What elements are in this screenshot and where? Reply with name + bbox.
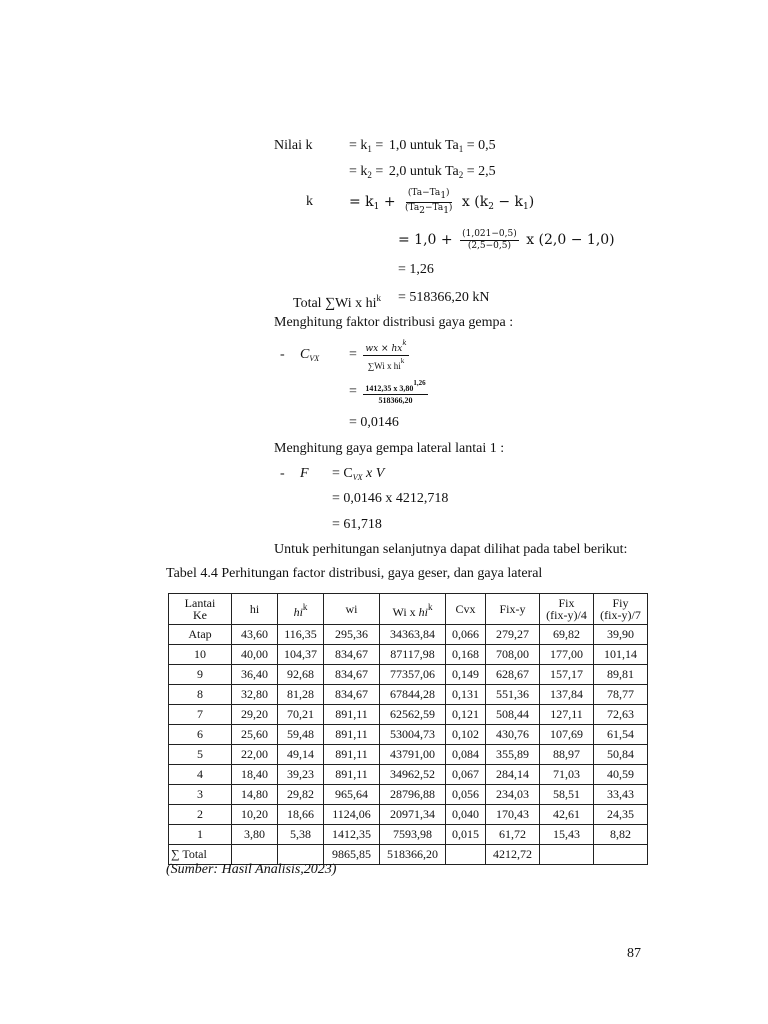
cvx-formula: = $\frac{wx \times hx^k}{\sum Wi x hi^k}$ [349, 339, 407, 371]
k-fraction: $\frac{(Ta-Ta1)}{(Ta2-Ta1)}$ [405, 187, 453, 216]
table-cell: 50,84 [594, 745, 648, 765]
table-cell: 3,80 [232, 825, 278, 845]
table-cell: 1412,35 [324, 825, 380, 845]
table-cell: 20971,34 [380, 805, 446, 825]
f-result: = 61,718 [332, 517, 382, 532]
table-title: Tabel 4.4 Perhitungan factor distribusi, gaya geser, dan gaya lateral [166, 566, 543, 581]
cvx-substitution: = $\frac{1412,35 x 3,801,26}{518366,20}$ [349, 378, 426, 405]
table-cell: 9 [169, 665, 232, 685]
col-fiy: Fiy (fix-y)/7 [594, 594, 648, 625]
table-cell: 1124,06 [324, 805, 380, 825]
table-cell: 891,11 [324, 745, 380, 765]
table-cell: 10,20 [232, 805, 278, 825]
table-cell: 1 [169, 825, 232, 845]
table-cell: 8 [169, 685, 232, 705]
table-cell: 62562,59 [380, 705, 446, 725]
table-cell: 39,90 [594, 625, 648, 645]
lateral-heading: Menghitung gaya gempa lateral lantai 1 : [274, 441, 505, 456]
table-total-cell [540, 845, 594, 865]
table-cell: 43,60 [232, 625, 278, 645]
table-cell: 87117,98 [380, 645, 446, 665]
dash-1: - [280, 347, 285, 362]
table-row [169, 765, 648, 785]
table-cell: 104,37 [278, 645, 324, 665]
table-cell: 177,00 [540, 645, 594, 665]
table-total-cell [446, 845, 486, 865]
table-cell: 28796,88 [380, 785, 446, 805]
table-cell: 628,67 [486, 665, 540, 685]
table-cell: 965,64 [324, 785, 380, 805]
f-equation: = $C_{VX}$ x V [332, 466, 385, 482]
table-cell: 89,81 [594, 665, 648, 685]
col-lantai: Lantai Ke [169, 594, 232, 625]
table-total-cell: 518366,20 [380, 845, 446, 865]
table-cell: 29,82 [278, 785, 324, 805]
table-cell: 0,149 [446, 665, 486, 685]
table-cell: 4 [169, 765, 232, 785]
table-cell: 59,48 [278, 725, 324, 745]
k2-equation: = $k_2 = 2,0$ untuk $Ta_2 = 2,5$ [349, 164, 496, 180]
table-cell: 2 [169, 805, 232, 825]
table-cell: 5 [169, 745, 232, 765]
total-value: = 518366,20 kN [398, 290, 490, 305]
table-cell: 58,51 [540, 785, 594, 805]
table-cell: 22,00 [232, 745, 278, 765]
table-cell: 18,66 [278, 805, 324, 825]
table-cell: 53004,73 [380, 725, 446, 745]
next-text: Untuk perhitungan selanjutnya dapat dilihat pada tabel berikut: [274, 542, 628, 557]
table-cell: 0,084 [446, 745, 486, 765]
cvx-result: = 0,0146 [349, 415, 399, 430]
table-cell: 14,80 [232, 785, 278, 805]
table-cell: 170,43 [486, 805, 540, 825]
table-cell: 34363,84 [380, 625, 446, 645]
table-cell: 49,14 [278, 745, 324, 765]
f-label: F [300, 466, 309, 481]
table-row [169, 625, 648, 645]
table-cell: 284,14 [486, 765, 540, 785]
table-row [169, 685, 648, 705]
table-cell: 0,102 [446, 725, 486, 745]
table-cell: 101,14 [594, 645, 648, 665]
table-cell: 24,35 [594, 805, 648, 825]
total-label: Total ∑Wi x $hi^k$ [293, 293, 381, 311]
col-fix: Fix (fix-y)/4 [540, 594, 594, 625]
table-cell: 234,03 [486, 785, 540, 805]
table-cell: 40,59 [594, 765, 648, 785]
table-cell: 88,97 [540, 745, 594, 765]
table-cell: 69,82 [540, 625, 594, 645]
table-cell: 61,54 [594, 725, 648, 745]
page-number: 87 [627, 946, 641, 961]
table-cell: 0,121 [446, 705, 486, 725]
table-cell: 834,67 [324, 645, 380, 665]
cvx-label: $C_{VX}$ [300, 347, 320, 363]
table-cell: 25,60 [232, 725, 278, 745]
table-cell: 834,67 [324, 685, 380, 705]
table-cell: 92,68 [278, 665, 324, 685]
k1-equation: = $k_1 = 1,0$ untuk $Ta_1 = 0,5$ [349, 138, 496, 154]
table-cell: 33,43 [594, 785, 648, 805]
table-header-row [169, 594, 648, 625]
table-row [169, 725, 648, 745]
distribution-table [168, 593, 648, 865]
table-cell: 355,89 [486, 745, 540, 765]
table-cell: 3 [169, 785, 232, 805]
table-cell: 78,77 [594, 685, 648, 705]
k-result: = 1,26 [398, 262, 434, 277]
table-cell: 81,28 [278, 685, 324, 705]
table-cell: 6 [169, 725, 232, 745]
table-cell: 7593,98 [380, 825, 446, 845]
table-cell: 0,066 [446, 625, 486, 645]
table-total-cell: 4212,72 [486, 845, 540, 865]
col-wi: wi [324, 594, 380, 625]
table-total-cell [594, 845, 648, 865]
col-wihik: Wi x $hi^k$ [380, 594, 446, 625]
table-cell: 891,11 [324, 725, 380, 745]
table-cell: 36,40 [232, 665, 278, 685]
table-row [169, 785, 648, 805]
table-cell: 71,03 [540, 765, 594, 785]
table-cell: 834,67 [324, 665, 380, 685]
table-total-cell: ∑ Total [169, 845, 232, 865]
table-cell: 42,61 [540, 805, 594, 825]
table-cell: 34962,52 [380, 765, 446, 785]
table-cell: 107,69 [540, 725, 594, 745]
table-row [169, 645, 648, 665]
table-cell: Atap [169, 625, 232, 645]
table-cell: 61,72 [486, 825, 540, 845]
col-hik: $hi^k$ [278, 594, 324, 625]
table-cell: 7 [169, 705, 232, 725]
k-substitution: = 1,0 + $\frac{(1,021-0,5)}{(2,5-0,5)}$ x (2,0 − 1,0) [398, 228, 615, 251]
table-cell: 40,00 [232, 645, 278, 665]
table-cell: 0,168 [446, 645, 486, 665]
table-cell: 15,43 [540, 825, 594, 845]
table-cell: 708,00 [486, 645, 540, 665]
table-cell: 5,38 [278, 825, 324, 845]
table-cell: 127,11 [540, 705, 594, 725]
table-row [169, 745, 648, 765]
col-cvx: Cvx [446, 594, 486, 625]
table-cell: 430,76 [486, 725, 540, 745]
table-cell: 77357,06 [380, 665, 446, 685]
table-cell: 551,36 [486, 685, 540, 705]
table-cell: 0,040 [446, 805, 486, 825]
table-row [169, 705, 648, 725]
table-cell: 67844,28 [380, 685, 446, 705]
table-cell: 508,44 [486, 705, 540, 725]
table-row [169, 805, 648, 825]
distribusi-heading: Menghitung faktor distribusi gaya gempa : [274, 315, 514, 330]
table-cell: 29,20 [232, 705, 278, 725]
table-cell: 43791,00 [380, 745, 446, 765]
table-cell: 116,35 [278, 625, 324, 645]
table-cell: 0,067 [446, 765, 486, 785]
table-cell: 157,17 [540, 665, 594, 685]
table-row [169, 825, 648, 845]
nilai-k-label: Nilai k [274, 138, 313, 153]
k-label: k [306, 194, 313, 209]
table-total-cell: 9865,85 [324, 845, 380, 865]
table-cell: 70,21 [278, 705, 324, 725]
f-substitution: = 0,0146 x 4212,718 [332, 491, 449, 506]
table-cell: 8,82 [594, 825, 648, 845]
table-cell: 18,40 [232, 765, 278, 785]
table-cell: 72,63 [594, 705, 648, 725]
table-cell: 32,80 [232, 685, 278, 705]
table-cell: 295,36 [324, 625, 380, 645]
dash-2: - [280, 466, 285, 481]
table-cell: 891,11 [324, 765, 380, 785]
table-cell: 39,23 [278, 765, 324, 785]
table-cell: 0,131 [446, 685, 486, 705]
col-fixy: Fix-y [486, 594, 540, 625]
table-row [169, 665, 648, 685]
table-cell: 137,84 [540, 685, 594, 705]
table-cell: 0,056 [446, 785, 486, 805]
k-formula: = $k_1$ + $\frac{(Ta-Ta1)}{(Ta2-Ta1)}$ x $(k_2 - k_1)$ [349, 187, 535, 216]
col-hi: hi [232, 594, 278, 625]
table-cell: 891,11 [324, 705, 380, 725]
table-cell: 279,27 [486, 625, 540, 645]
table-cell: 10 [169, 645, 232, 665]
table-cell: 0,015 [446, 825, 486, 845]
source-caption: (Sumber: Hasil Analisis,2023) [166, 862, 337, 877]
